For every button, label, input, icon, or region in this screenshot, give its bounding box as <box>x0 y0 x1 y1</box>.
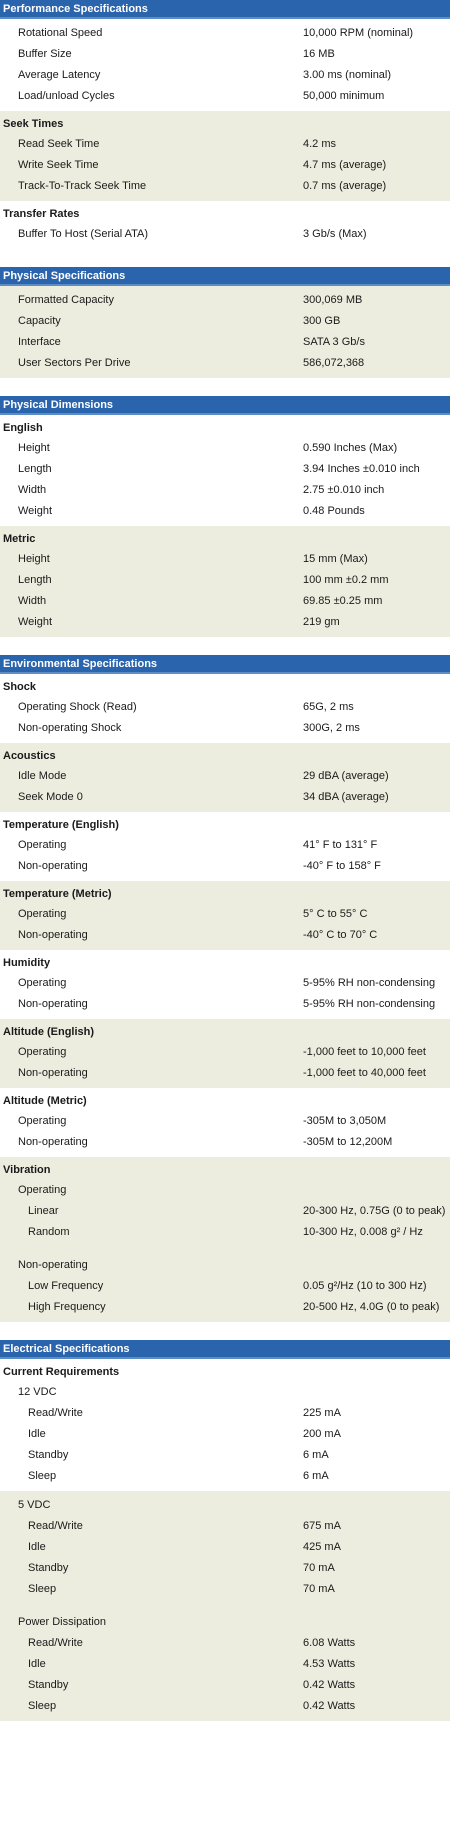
spec-row <box>0 1403 450 1424</box>
spec-row <box>0 176 450 197</box>
spec-value: 16 MB <box>303 48 335 60</box>
spec-value: 10-300 Hz, 0.008 g² / Hz <box>303 1226 423 1238</box>
spec-value: 0.48 Pounds <box>303 505 365 517</box>
spec-row <box>0 570 450 591</box>
spec-row <box>0 1696 450 1717</box>
spec-row <box>0 718 450 739</box>
spec-group <box>0 743 450 812</box>
spec-value: 4.2 ms <box>303 138 337 150</box>
spec-value: 300 GB <box>303 315 341 327</box>
spec-row <box>0 480 450 501</box>
group-title: English <box>3 422 43 434</box>
spec-group <box>0 881 450 950</box>
spec-value: 50,000 minimum <box>303 90 385 102</box>
spec-value: 15 mm (Max) <box>303 553 368 565</box>
spec-group <box>0 950 450 1019</box>
spec-row <box>0 1654 450 1675</box>
spec-row <box>0 65 450 86</box>
spec-row <box>0 1297 450 1318</box>
spec-row <box>0 438 450 459</box>
spec-section <box>0 655 450 1322</box>
spec-label: Operating <box>18 839 67 851</box>
spec-value: 70 mA <box>303 1583 335 1595</box>
spec-group <box>0 812 450 881</box>
spec-row <box>0 1633 450 1654</box>
spec-section <box>0 1340 450 1721</box>
spec-value: 5° C to 55° C <box>303 908 368 920</box>
spec-row <box>0 1222 450 1243</box>
spec-row <box>0 994 450 1015</box>
spec-row <box>0 44 450 65</box>
spec-label: Low Frequency <box>28 1280 104 1292</box>
group-title: Altitude (Metric) <box>3 1095 87 1107</box>
spec-value: 4.53 Watts <box>303 1658 356 1670</box>
spec-value: 69.85 ±0.25 mm <box>303 595 383 607</box>
spec-label: Length <box>18 463 52 475</box>
subgroup-title: 5 VDC <box>18 1499 51 1511</box>
spec-label: Track-To-Track Seek Time <box>18 180 147 192</box>
spec-label: Idle <box>28 1428 46 1440</box>
group-title: Metric <box>3 533 36 545</box>
spec-label: Read/Write <box>28 1520 83 1532</box>
spec-label: Load/unload Cycles <box>18 90 115 102</box>
spec-label: Standby <box>28 1449 69 1461</box>
subgroup-title: Non-operating <box>18 1259 88 1271</box>
spec-row <box>0 549 450 570</box>
spec-label: Rotational Speed <box>18 27 103 39</box>
spec-label: Non-operating <box>18 998 88 1010</box>
spec-value: 0.42 Watts <box>303 1700 356 1712</box>
spec-label: Height <box>18 442 50 454</box>
spec-value: 675 mA <box>303 1520 341 1532</box>
spec-label: Interface <box>18 336 61 348</box>
spec-label: Operating <box>18 977 67 989</box>
spec-row <box>0 1516 450 1537</box>
spec-value: 0.42 Watts <box>303 1679 356 1691</box>
section-header: Physical Specifications <box>0 267 450 286</box>
spec-row <box>0 1558 450 1579</box>
spec-row <box>0 925 450 946</box>
spec-row <box>0 1445 450 1466</box>
spec-group <box>0 111 450 201</box>
spec-label: Buffer To Host (Serial ATA) <box>18 228 149 240</box>
spec-label: Read Seek Time <box>18 138 100 150</box>
subgroup-spacer <box>0 1243 450 1255</box>
spec-group <box>0 201 450 249</box>
spec-row <box>0 1201 450 1222</box>
spec-value: -1,000 feet to 40,000 feet <box>303 1067 426 1079</box>
group-title: Acoustics <box>3 750 56 762</box>
spec-group <box>0 19 450 111</box>
spec-group <box>0 1491 450 1721</box>
spec-label: Non-operating <box>18 929 88 941</box>
spec-group <box>0 1359 450 1491</box>
group-title: Shock <box>3 681 37 693</box>
spec-value: 20-500 Hz, 4.0G (0 to peak) <box>303 1301 440 1313</box>
spec-group <box>0 286 450 378</box>
group-title: Humidity <box>3 957 51 969</box>
group-title: Transfer Rates <box>3 208 80 220</box>
spec-value: 29 dBA (average) <box>303 770 389 782</box>
spec-value: 300G, 2 ms <box>303 722 360 734</box>
section-header: Electrical Specifications <box>0 1340 450 1359</box>
section-spacer <box>0 637 450 655</box>
spec-row <box>0 1063 450 1084</box>
spec-label: Idle Mode <box>18 770 67 782</box>
group-title: Temperature (English) <box>3 819 119 831</box>
spec-label: Operating <box>18 1046 67 1058</box>
spec-label: Length <box>18 574 52 586</box>
group-title: Vibration <box>3 1164 51 1176</box>
spec-row <box>0 835 450 856</box>
spec-label: Random <box>28 1226 70 1238</box>
spec-label: Standby <box>28 1562 69 1574</box>
spec-label: Width <box>18 484 47 496</box>
spec-label: Operating <box>18 1115 67 1127</box>
section-header: Physical Dimensions <box>0 396 450 415</box>
spec-row <box>0 155 450 176</box>
spec-value: -305M to 3,050M <box>303 1115 387 1127</box>
subgroup-title: 12 VDC <box>18 1386 57 1398</box>
spec-label: Read/Write <box>28 1637 83 1649</box>
spec-label: Width <box>18 595 47 607</box>
spec-value: 586,072,368 <box>303 357 365 369</box>
spec-row <box>0 973 450 994</box>
spec-label: Formatted Capacity <box>18 294 114 306</box>
spec-label: Sleep <box>28 1583 57 1595</box>
spec-value: 0.7 ms (average) <box>303 180 387 192</box>
spec-group <box>0 526 450 637</box>
spec-label: High Frequency <box>28 1301 106 1313</box>
spec-row <box>0 1042 450 1063</box>
subgroup-spacer <box>0 1600 450 1612</box>
spec-value: -40° C to 70° C <box>303 929 378 941</box>
section-header: Environmental Specifications <box>0 655 450 674</box>
spec-label: User Sectors Per Drive <box>18 357 131 369</box>
spec-label: Seek Mode 0 <box>18 791 83 803</box>
spec-row <box>0 591 450 612</box>
spec-label: Idle <box>28 1658 46 1670</box>
group-title: Altitude (English) <box>3 1026 95 1038</box>
spec-section <box>0 267 450 378</box>
spec-row <box>0 501 450 522</box>
spec-label: Linear <box>28 1205 59 1217</box>
section-spacer <box>0 378 450 396</box>
spec-label: Standby <box>28 1679 69 1691</box>
spec-label: Read/Write <box>28 1407 83 1419</box>
spec-value: -40° F to 158° F <box>303 860 381 872</box>
spec-label: Weight <box>18 616 53 628</box>
spec-value: 34 dBA (average) <box>303 791 389 803</box>
spec-label: Buffer Size <box>18 48 72 60</box>
spec-value: 0.590 Inches (Max) <box>303 442 398 454</box>
section-spacer <box>0 1322 450 1340</box>
spec-row <box>0 904 450 925</box>
spec-row <box>0 86 450 107</box>
spec-row <box>0 1579 450 1600</box>
group-title: Temperature (Metric) <box>3 888 112 900</box>
spec-value: 6 mA <box>303 1470 329 1482</box>
spec-row <box>0 290 450 311</box>
spec-row <box>0 787 450 808</box>
spec-group <box>0 415 450 526</box>
spec-label: Weight <box>18 505 53 517</box>
spec-row <box>0 612 450 633</box>
spec-value: 65G, 2 ms <box>303 701 354 713</box>
spec-value: 219 gm <box>303 616 340 628</box>
spec-row <box>0 23 450 44</box>
spec-value: 3 Gb/s (Max) <box>303 228 367 240</box>
spec-value: -1,000 feet to 10,000 feet <box>303 1046 426 1058</box>
spec-row <box>0 766 450 787</box>
subgroup-title: Power Dissipation <box>18 1616 107 1628</box>
section-spacer <box>0 249 450 267</box>
spec-label: Non-operating Shock <box>18 722 122 734</box>
spec-value: 70 mA <box>303 1562 335 1574</box>
spec-value: 20-300 Hz, 0.75G (0 to peak) <box>303 1205 446 1217</box>
spec-row <box>0 1537 450 1558</box>
spec-label: Non-operating <box>18 1136 88 1148</box>
spec-group <box>0 1157 450 1322</box>
spec-row <box>0 353 450 374</box>
spec-value: 0.05 g²/Hz (10 to 300 Hz) <box>303 1280 427 1292</box>
spec-row <box>0 856 450 877</box>
spec-value: 100 mm ±0.2 mm <box>303 574 389 586</box>
spec-value: 3.00 ms (nominal) <box>303 69 392 81</box>
group-title: Current Requirements <box>3 1366 120 1378</box>
spec-section <box>0 0 450 249</box>
spec-group <box>0 674 450 743</box>
spec-value: SATA 3 Gb/s <box>303 336 365 348</box>
spec-label: Non-operating <box>18 860 88 872</box>
spec-value: 10,000 RPM (nominal) <box>303 27 414 39</box>
spec-value: 425 mA <box>303 1541 341 1553</box>
spec-value: 300,069 MB <box>303 294 363 306</box>
spec-group <box>0 1019 450 1088</box>
spec-label: Idle <box>28 1541 46 1553</box>
spec-label: Average Latency <box>18 69 101 81</box>
spec-label: Non-operating <box>18 1067 88 1079</box>
spec-value: 6 mA <box>303 1449 329 1461</box>
spec-row <box>0 1276 450 1297</box>
spec-row <box>0 224 450 245</box>
spec-value: -305M to 12,200M <box>303 1136 393 1148</box>
group-title: Seek Times <box>3 118 64 130</box>
spec-value: 6.08 Watts <box>303 1637 356 1649</box>
spec-value: 225 mA <box>303 1407 341 1419</box>
spec-row <box>0 1424 450 1445</box>
subgroup-title: Operating <box>18 1184 67 1196</box>
spec-value: 5-95% RH non-condensing <box>303 998 436 1010</box>
spec-label: Operating <box>18 908 67 920</box>
spec-value: 41° F to 131° F <box>303 839 378 851</box>
spec-row <box>0 1466 450 1487</box>
spec-row <box>0 1132 450 1153</box>
spec-value: 2.75 ±0.010 inch <box>303 484 385 496</box>
spec-value: 4.7 ms (average) <box>303 159 387 171</box>
spec-label: Height <box>18 553 50 565</box>
spec-row <box>0 1675 450 1696</box>
spec-row <box>0 697 450 718</box>
section-header: Performance Specifications <box>0 0 450 19</box>
spec-row <box>0 459 450 480</box>
spec-label: Sleep <box>28 1700 57 1712</box>
spec-value: 3.94 Inches ±0.010 inch <box>303 463 420 475</box>
spec-row <box>0 134 450 155</box>
spec-section <box>0 396 450 637</box>
spec-label: Sleep <box>28 1470 57 1482</box>
spec-label: Capacity <box>18 315 61 327</box>
spec-label: Operating Shock (Read) <box>18 701 137 713</box>
spec-group <box>0 1088 450 1157</box>
spec-row <box>0 1111 450 1132</box>
spec-row <box>0 332 450 353</box>
spec-row <box>0 311 450 332</box>
spec-value: 200 mA <box>303 1428 341 1440</box>
spec-value: 5-95% RH non-condensing <box>303 977 436 989</box>
spec-label: Write Seek Time <box>18 159 99 171</box>
